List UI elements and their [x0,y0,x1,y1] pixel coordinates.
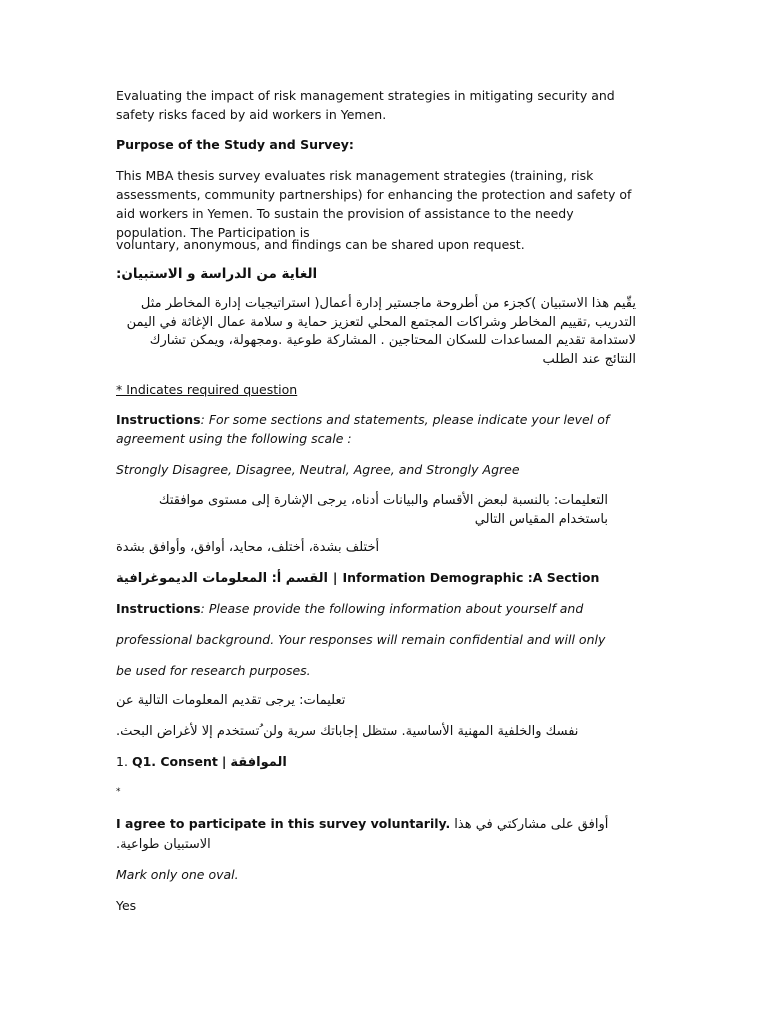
arabic-purpose-heading [116,265,646,284]
section-a-heading [116,568,646,588]
question-1-separator: | [221,754,227,769]
arabic-agreement-scale-text: أختلف بشدة، أختلف، محايد، أوافق، وأوافق بشدة [116,540,380,555]
section-instructions [116,599,646,618]
purpose-body-continued: voluntary, anonymous, and findings can be shared upon request. [116,237,525,252]
agreement-scale: Strongly Disagree, Disagree, Neutral, Agree, and Strongly Agree [116,462,520,477]
consent-statement [116,814,626,854]
section-instructions-line-1: : Please provide the following information about yourself and [200,601,584,616]
section-a-english-heading: Information Demographic :A Section [342,570,600,585]
section-instructions-arabic-line-2 [116,722,646,741]
consent-statement-arabic: أوافق على مشاركتي في هذا الاستبيان طواعية. [116,817,609,852]
required-asterisk: * [116,787,121,797]
section-instructions-label: Instructions [116,601,201,616]
consent-statement-english: I agree to participate in this survey voluntarily. [116,816,451,831]
arabic-agreement-scale [116,538,646,557]
document-title: Evaluating the impact of risk management strategies in mitigating security and safety risks faced by aid workers in Yemen. [116,88,615,122]
required-note: * Indicates required question [116,382,298,397]
section-instructions-arabic-line-1 [116,691,646,710]
question-1-number: 1. [116,754,128,769]
arabic-purpose-body: يقّيم هذا الاستبيان )كجزء من أطروحة ماجستير إدارة أعمال( استراتيجيات إدارة المخاطر مثل التدريب ,تقييم المخاطر وشراكات المجتمع المحلي لتعزيز حماية و سلامة عمال الإغاثة في اليمن لاستدامة تقديم المساعدات للسكان المحتاجين . المشاركة طوعية .ومجهولة، ويمكن تشارك النتائج عند الطلب [126,296,636,367]
section-a-separator: | [332,570,338,585]
purpose-body: This MBA thesis survey evaluates risk management strategies (training, risk assessments, community partnerships) for enhancing the protection and safety of aid workers in Yemen. To sustain the provision of assistance to the needy population. The Participation is [116,168,632,240]
section-instructions-line-2: professional background. Your responses will remain confidential and will only [116,632,606,647]
instructions-label: Instructions [116,412,201,427]
instructions-text: : For some sections and statements, please indicate your level of agreement using the following scale : [116,412,610,446]
arabic-instructions: التعليمات: بالنسبة لبعض الأقسام والبيانات أدناه، يرجى الإشارة إلى مستوى موافقتك باستخدام المقياس التالي [158,493,608,527]
section-instructions-line-3: be used for research purposes. [116,663,311,678]
section-a-arabic-heading: القسم أ: المعلومات الديموغرافية [116,571,328,586]
option-yes[interactable]: Yes [116,898,137,913]
question-1-label: Q1. Consent [131,754,218,769]
purpose-heading: Purpose of the Study and Survey: [116,137,354,152]
instructions [116,410,646,448]
mark-only-one-hint: Mark only one oval. [116,867,239,882]
question-1-heading [116,752,646,772]
arabic-purpose-heading-text: الغاية من الدراسة و الاستبيان: [116,266,318,282]
section-instructions-arabic-line-2-text: نفسك والخلفية المهنية الأساسية. ستظل إجاباتك سرية ولن ُتستخدم إلا لأغراض البحث. [116,724,579,739]
question-1-arabic-label: الموافقة [230,755,287,770]
section-instructions-arabic-line-1-text: تعليمات: يرجى تقديم المعلومات التالية عن [116,693,346,708]
